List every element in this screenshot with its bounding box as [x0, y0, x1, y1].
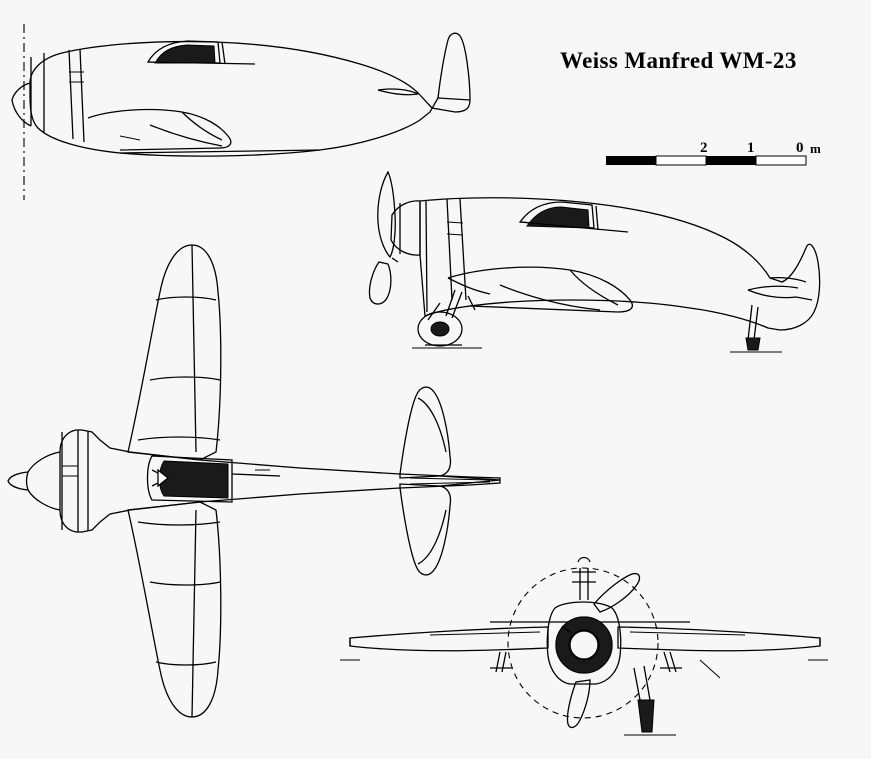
scale-label-2: 2 [700, 140, 708, 156]
scale-unit-label: m [810, 141, 821, 156]
scale-label-0: 0 [796, 140, 804, 156]
scale-label-1: 1 [747, 140, 755, 156]
side-view-top-left [12, 24, 470, 200]
three-quarter-view [369, 172, 819, 352]
drawing-title: Weiss Manfred WM-23 [560, 48, 797, 73]
scale-bar-graphic [606, 156, 806, 165]
front-view [340, 558, 828, 736]
